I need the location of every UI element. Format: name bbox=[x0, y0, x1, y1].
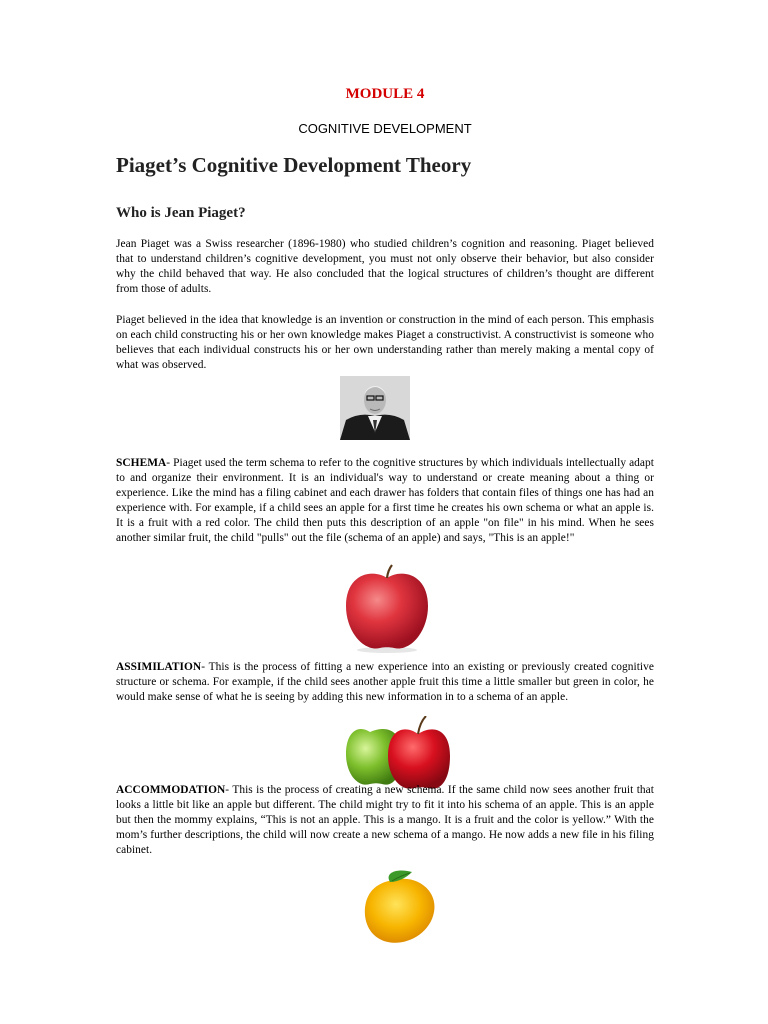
term-assimilation: ASSIMILATION bbox=[116, 661, 202, 673]
paragraph-schema bbox=[116, 456, 654, 546]
paragraph-constructivist: Piaget believed in the idea that knowledge is an invention or construction in the mind of each person. This emphasis on each child constructing his or her own knowledge makes Piaget a constructivist. A constructivist is someone who believes that each individual constructs his or her own understanding rather than merely making a mental copy of what was observed. bbox=[116, 314, 654, 371]
paragraph-accommodation bbox=[116, 783, 654, 858]
term-accommodation: ACCOMMODATION bbox=[116, 784, 226, 796]
green-and-red-apples-image bbox=[344, 716, 454, 792]
module-subtitle: COGNITIVE DEVELOPMENT bbox=[298, 121, 472, 136]
piaget-portrait-image bbox=[340, 376, 410, 440]
term-schema: SCHEMA bbox=[116, 457, 167, 469]
paragraph-bio: Jean Piaget was a Swiss researcher (1896-1980) who studied children’s cognition and reasoning. Piaget believed that to understand children’s cognitive development, you must not only observe their behavior, but also consider why the child behaved that way. He also concluded that the logical structures of children’s thought are different from those of adults. bbox=[116, 238, 654, 295]
mango-image bbox=[354, 868, 446, 948]
red-apple-image bbox=[342, 562, 432, 654]
module-label: MODULE 4 bbox=[345, 86, 425, 102]
section-heading: Who is Jean Piaget? bbox=[116, 205, 246, 221]
assimilation-definition: - This is the process of fitting a new experience into an existing or previously created cognitive structure or schema. For example, if the child sees another apple fruit this time a little smaller but green in color, he would make sense of what he is seeing by adding this new information in to a schema of an apple. bbox=[116, 661, 654, 703]
page-title: Piaget’s Cognitive Development Theory bbox=[116, 153, 472, 177]
paragraph-assimilation bbox=[116, 660, 654, 705]
accommodation-definition: - This is the process of creating a new schema. If the same child now sees another fruit that looks a little bit like an apple but different. The child might try to fit it into his schema of an apple. This is an apple but then the mommy explains, “This is not an apple. This is a mango. It is a fruit and the color is yellow.” With the mom’s further descriptions, the child will now create a new schema of a mango. He now adds a new file in his filing cabinet. bbox=[116, 784, 654, 856]
schema-definition: - Piaget used the term schema to refer to the cognitive structures by which individuals intellectually adapt to and organize their environment. It is an individual's way to understand or create meaning about a thing or experience. Like the mind has a filing cabinet and each drawer has folders that contain files of things one has had an experience with. For example, if a child sees an apple for a first time he creates his own schema or what an apple is. It is a fruit with a red color. The child then puts this description of an apple "on file" in his mind. When he sees another similar fruit, the child "pulls" out the file (schema of an apple) and says, "This is an apple!" bbox=[116, 457, 654, 544]
